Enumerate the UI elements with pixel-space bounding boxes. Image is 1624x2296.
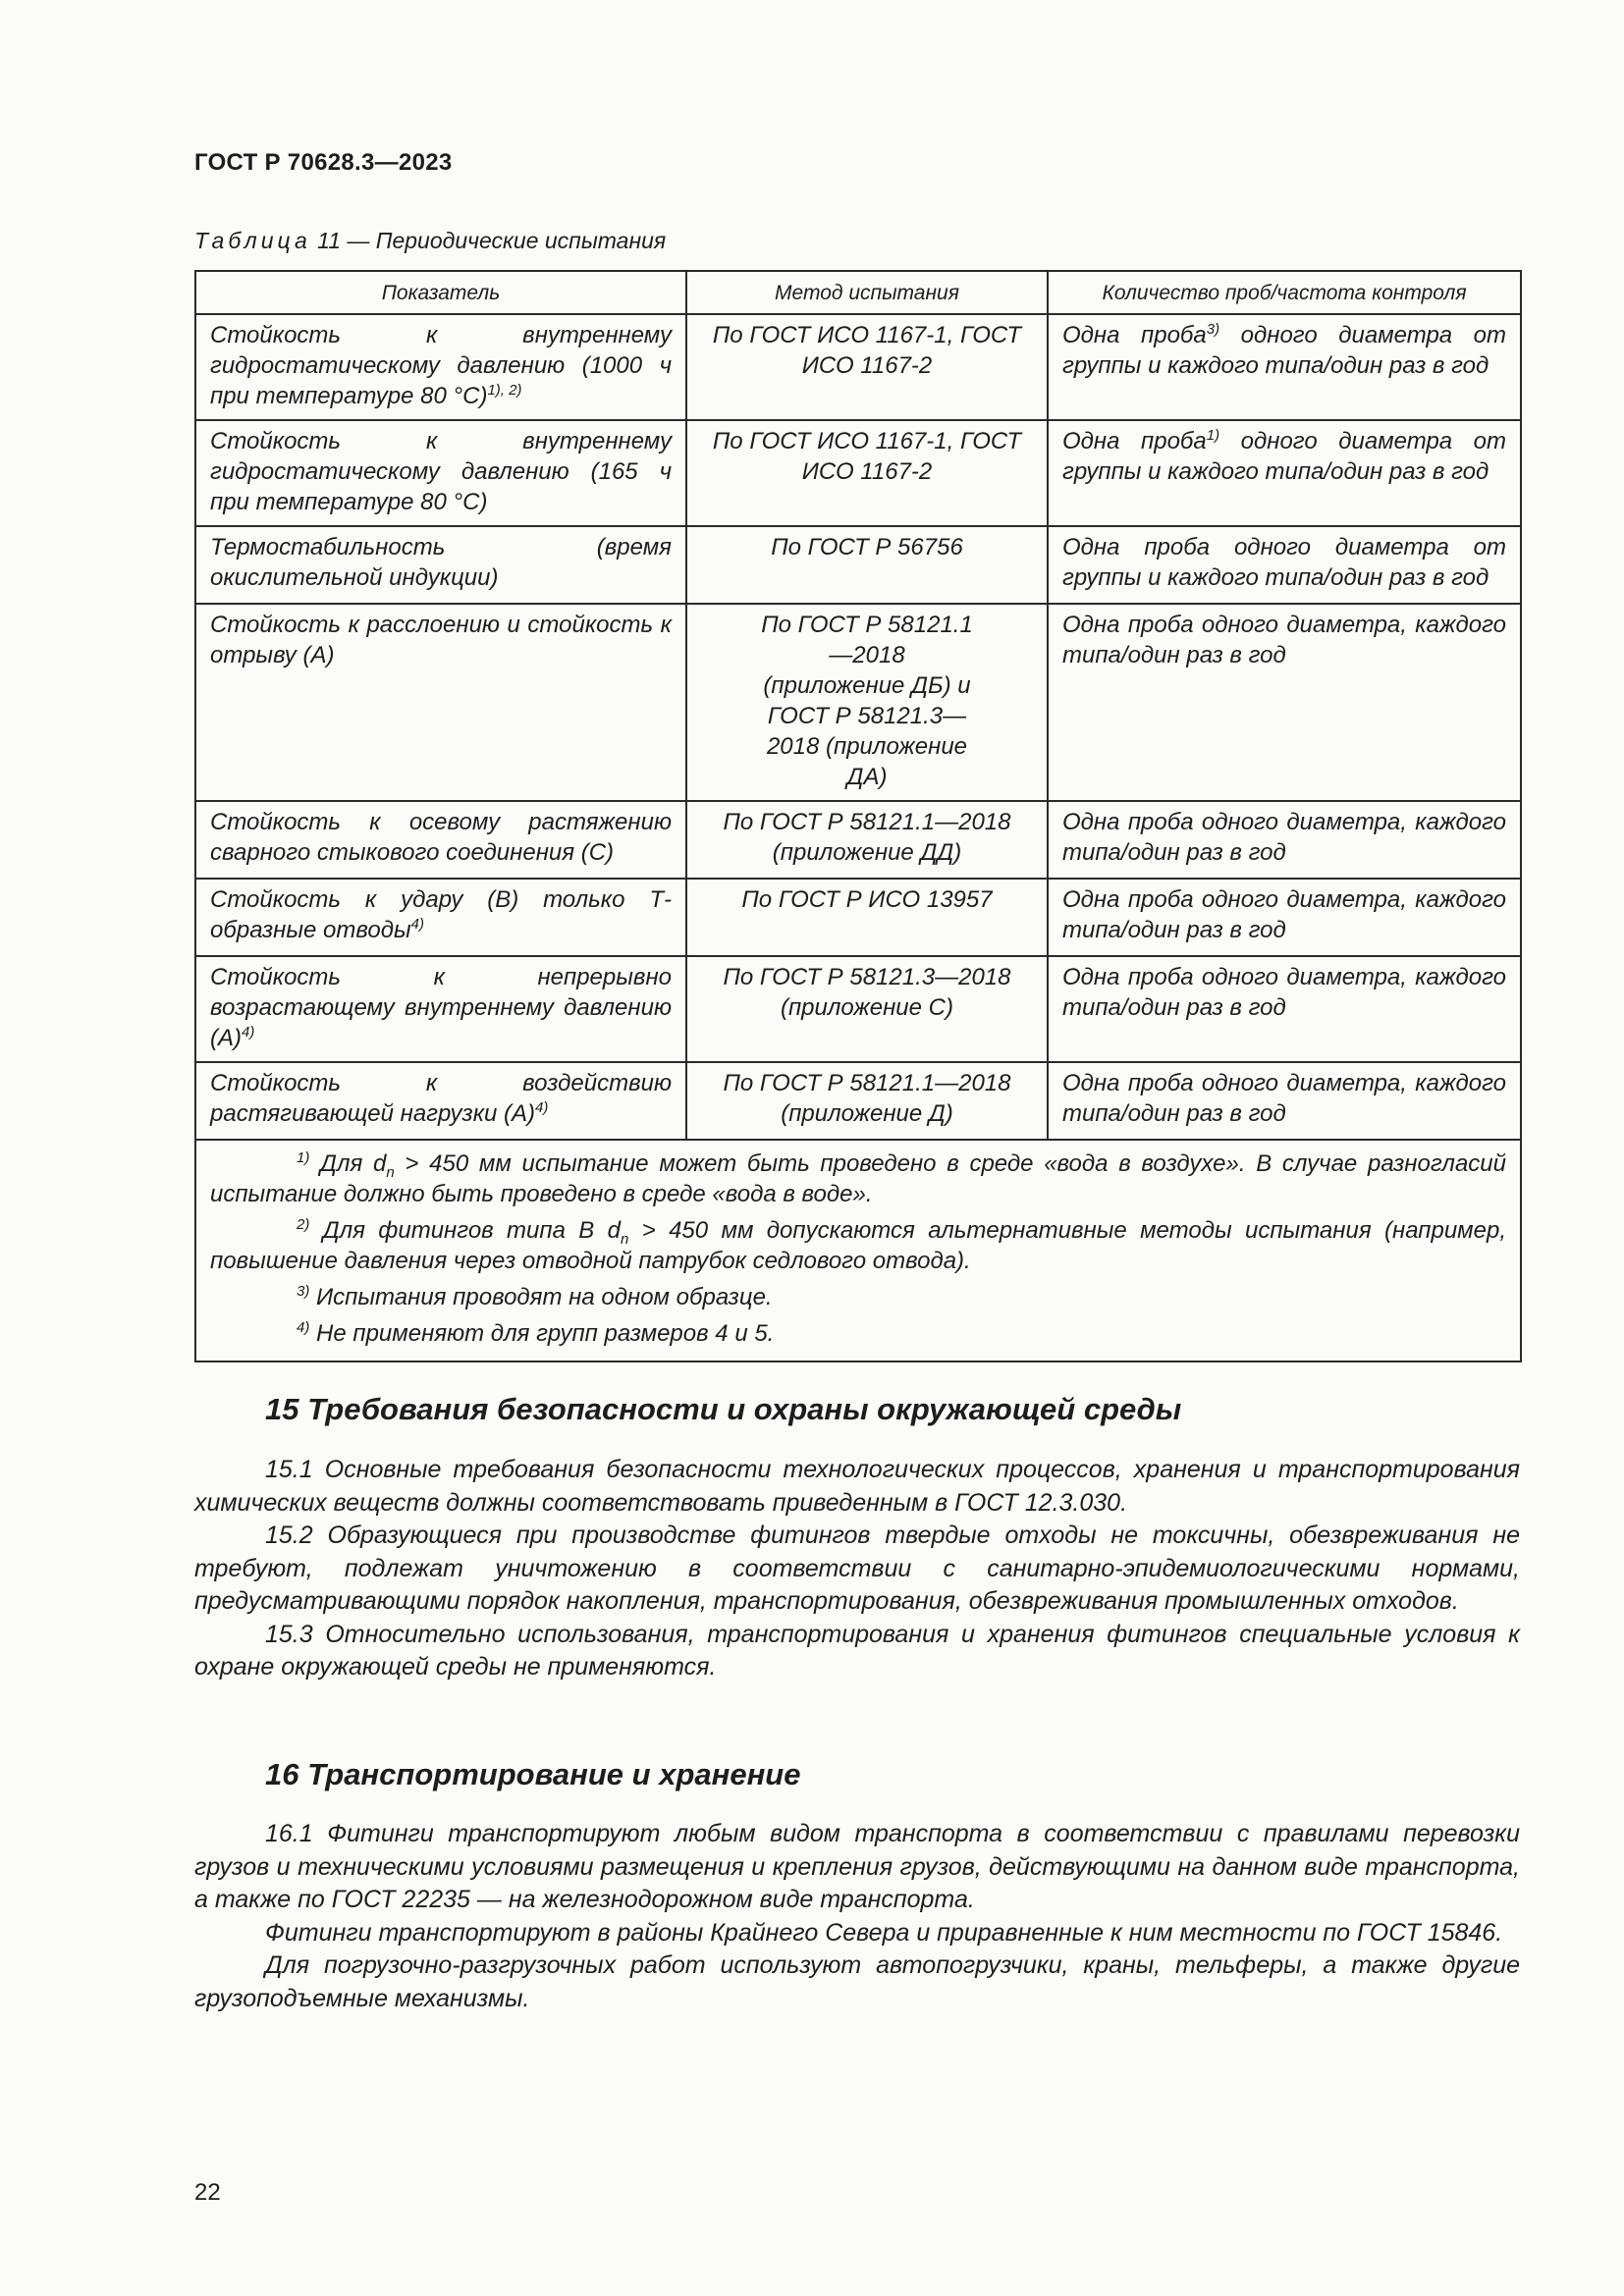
- method-cell: По ГОСТ Р 56756: [686, 526, 1048, 604]
- footnote-mark: 4): [297, 1319, 310, 1336]
- section-16-body: [194, 1818, 1520, 2015]
- footnote-4: [210, 1318, 1506, 1349]
- indicator-cell: [195, 420, 686, 526]
- table-row: [195, 314, 1521, 420]
- footnote-3: [210, 1282, 1506, 1312]
- quantity-text: Одна проба: [1062, 428, 1207, 454]
- paragraph-15-3: 15.3 Относительно использования, транспортирования и хранения фитингов специальные условия к охране окружающей среды не применяются.: [194, 1620, 1520, 1681]
- periodic-tests-table: [194, 270, 1522, 1362]
- document-code: ГОСТ Р 70628.3—2023: [194, 149, 453, 176]
- indicator-text: Стойкость к внутреннему гидростатическому давлению (1000 ч при температуре 80 °C): [210, 322, 672, 409]
- footnote-ref: 4): [242, 1024, 255, 1041]
- indicator-cell: [195, 526, 686, 604]
- column-header-quantity: Количество проб/частота контроля: [1048, 271, 1521, 314]
- table-row: [195, 420, 1521, 526]
- table-footnotes: [195, 1140, 1521, 1362]
- method-text: По ГОСТ Р 58121.1—2018 (приложение ДБ) и ГОСТ Р 58121.3—2018 (приложение ДА): [761, 612, 973, 790]
- table-row: [195, 526, 1521, 604]
- indicator-cell: [195, 604, 686, 801]
- subscript: n: [386, 1164, 395, 1181]
- quantity-cell: Одна проба одного диаметра, каждого типа/один раз в год: [1048, 879, 1521, 956]
- quantity-text-tail: одного диаметра от группы и каждого типа/один раз в год: [1062, 322, 1506, 379]
- indicator-text: Стойкость к непрерывно возрастающему внутреннему давлению (A): [210, 964, 672, 1051]
- table-header-row: [195, 271, 1521, 314]
- quantity-cell: Одна проба одного диаметра, каждого типа/один раз в год: [1048, 604, 1521, 801]
- indicator-text: Стойкость к осевому растяжению сварного стыкового соединения (C): [210, 809, 672, 866]
- indicator-text: Стойкость к удару (B) только Т-образные отводы: [210, 886, 672, 943]
- indicator-text: Стойкость к расслоению и стойкость к отрыву (A): [210, 612, 672, 668]
- indicator-cell: [195, 801, 686, 879]
- table-row: [195, 604, 1521, 801]
- table-row: [195, 1062, 1521, 1140]
- page-number: 22: [194, 2179, 221, 2206]
- table-caption-word: Таблица: [194, 228, 311, 253]
- method-cell: По ГОСТ ИСО 1167-1, ГОСТ ИСО 1167-2: [686, 420, 1048, 526]
- paragraph-15-1: 15.1 Основные требования безопасности технологических процессов, хранения и транспортирования химических веществ должны соответствовать приведенным в ГОСТ 12.3.030.: [194, 1456, 1520, 1517]
- paragraph-15-2: 15.2 Образующиеся при производстве фитингов твердые отходы не токсичны, обезвреживания не требуют, подлежат уничтожению в соответствии с санитарно-эпидемиологическими нормами, предусматривающими порядок накопления, транспортирования, обезвреживания промышленных отходов.: [194, 1522, 1520, 1615]
- table-row: [195, 956, 1521, 1062]
- footnote-ref: 3): [1206, 321, 1220, 338]
- quantity-cell: [1048, 420, 1521, 526]
- table-row: [195, 801, 1521, 879]
- footnote-1: [210, 1148, 1506, 1209]
- quantity-cell: Одна проба одного диаметра, каждого типа/один раз в год: [1048, 1062, 1521, 1140]
- method-cell: По ГОСТ ИСО 1167-1, ГОСТ ИСО 1167-2: [686, 314, 1048, 420]
- quantity-text: Одна проба: [1062, 322, 1207, 348]
- footnote-text: Испытания проводят на одном образце.: [309, 1284, 773, 1310]
- paragraph-16-3: Для погрузочно-разгрузочных работ используют автопогрузчики, краны, тельферы, а также другие грузоподъемные механизмы.: [194, 1951, 1520, 2012]
- indicator-cell: [195, 956, 686, 1062]
- paragraph-16-2: Фитинги транспортируют в районы Крайнего Севера и приравненные к ним местности по ГОСТ 15846.: [265, 1918, 1503, 1947]
- section-15-body: [194, 1454, 1520, 1684]
- quantity-cell: [1048, 314, 1521, 420]
- indicator-text: Стойкость к воздействию растягивающей нагрузки (A): [210, 1070, 672, 1127]
- footnote-text: Для фитингов типа B d: [309, 1217, 622, 1244]
- footnote-2: [210, 1215, 1506, 1276]
- paragraph-16-1: 16.1 Фитинги транспортируют любым видом транспорта в соответствии с правилами перевозки грузов и техническими условиями размещения и крепления грузов, действующими на данном виде транспорта, а также по ГОСТ 22235 — на железнодорожном виде транспорта.: [194, 1820, 1520, 1913]
- table-caption: [194, 228, 666, 254]
- quantity-cell: Одна проба одного диаметра от группы и каждого типа/один раз в год: [1048, 526, 1521, 604]
- footnote-text-tail: > 450 мм допускаются альтернативные методы испытания (например, повышение давления через отводной патрубок седлового отвода).: [210, 1217, 1506, 1274]
- footnote-text-tail: > 450 мм испытание может быть проведено в среде «вода в воздухе». В случае разногласий испытание должно быть проведено в среде «вода в воде».: [210, 1150, 1507, 1207]
- indicator-text: Термостабильность (время окислительной индукции): [210, 534, 672, 591]
- method-cell: По ГОСТ Р 58121.1—2018 (приложение Д): [686, 1062, 1048, 1140]
- section-16-heading: 16 Транспортирование и хранение: [265, 1757, 801, 1791]
- indicator-cell: [195, 879, 686, 956]
- subscript: n: [621, 1231, 629, 1248]
- footnote-ref: 1), 2): [487, 382, 522, 399]
- footnote-ref: 1): [1206, 427, 1220, 444]
- footnote-text: Не применяют для групп размеров 4 и 5.: [309, 1320, 775, 1347]
- footnote-mark: 2): [297, 1216, 310, 1233]
- section-15-heading: 15 Требования безопасности и охраны окружающей среды: [265, 1392, 1182, 1426]
- quantity-text-tail: одного диаметра от группы и каждого типа/один раз в год: [1062, 428, 1506, 485]
- method-cell: По ГОСТ Р 58121.1—2018 (приложение ДД): [686, 801, 1048, 879]
- footnote-mark: 1): [297, 1149, 310, 1166]
- table-caption-title: 11 — Периодические испытания: [310, 228, 667, 253]
- method-cell: По ГОСТ Р ИСО 13957: [686, 879, 1048, 956]
- indicator-cell: [195, 314, 686, 420]
- footnote-text: Для d: [309, 1150, 387, 1177]
- indicator-text: Стойкость к внутреннему гидростатическому давлению (165 ч при температуре 80 °C): [210, 428, 672, 515]
- footnote-mark: 3): [297, 1283, 310, 1300]
- footnote-ref: 4): [410, 916, 425, 933]
- column-header-indicator: Показатель: [195, 271, 686, 314]
- quantity-cell: Одна проба одного диаметра, каждого типа/один раз в год: [1048, 801, 1521, 879]
- method-cell: По ГОСТ Р 58121.3—2018 (приложение С): [686, 956, 1048, 1062]
- indicator-cell: [195, 1062, 686, 1140]
- quantity-cell: Одна проба одного диаметра, каждого типа/один раз в год: [1048, 956, 1521, 1062]
- column-header-method: Метод испытания: [686, 271, 1048, 314]
- footnote-ref: 4): [535, 1099, 549, 1116]
- table-notes-row: [195, 1140, 1521, 1362]
- table-row: [195, 879, 1521, 956]
- method-cell: [686, 604, 1048, 801]
